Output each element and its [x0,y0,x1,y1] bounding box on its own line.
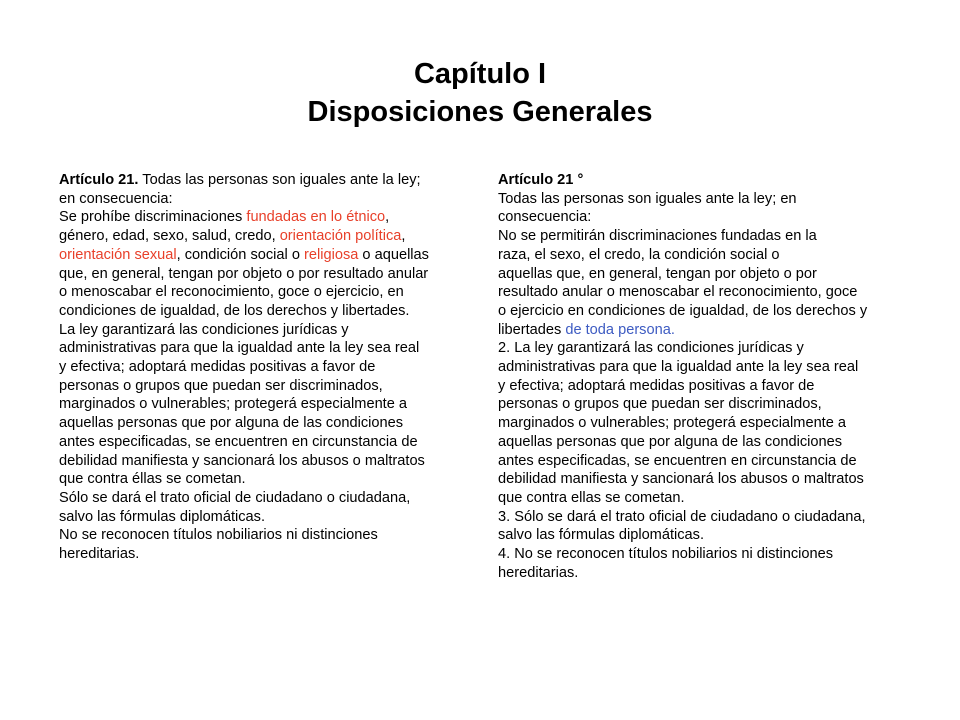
text-segment: aquellas personas que por alguna de las condiciones [59,415,404,432]
text-segment: condiciones de igualdad, de los derechos y libertades. [59,302,410,319]
text-line [59,171,464,190]
text-line [59,489,464,508]
text-segment: , [401,228,406,245]
text-line [498,190,913,209]
text-line [59,208,464,227]
right-column-article [498,171,913,582]
text-line [498,265,913,284]
text-line [59,321,464,340]
highlighted-text: orientación sexual [59,246,177,263]
text-segment: libertades [498,321,566,338]
text-line [498,246,913,265]
text-segment: en consecuencia: [59,190,173,207]
text-segment: género, edad, sexo, salud, credo, [59,228,280,245]
text-segment: que, en general, tengan por objeto o por resultado anular [59,265,429,282]
text-segment: o menoscabar el reconocimiento, goce o ejercicio, en [59,284,404,301]
text-line [498,564,913,583]
text-segment: y efectiva; adoptará medidas positivas a favor de [59,359,376,376]
text-line [59,526,464,545]
text-segment: hereditarias. [59,546,140,563]
text-segment: que contra ellas se cometan. [498,489,685,506]
text-line [59,302,464,321]
text-segment: o ejercicio en condiciones de igualdad, de los derechos y [498,302,868,319]
text-segment: aquellas que, en general, tengan por objeto o por [498,265,817,282]
text-segment: administrativas para que la igualdad ante la ley sea real [59,340,420,357]
text-segment: personas o grupos que puedan ser discriminados, [498,396,822,413]
text-segment: o aquellas [358,246,429,263]
text-line [498,470,913,489]
text-line [59,545,464,564]
text-segment: aquellas personas que por alguna de las condiciones [498,433,843,450]
text-line [498,414,913,433]
text-line [59,433,464,452]
text-line [59,283,464,302]
text-line [498,433,913,452]
text-segment: administrativas para que la igualdad ante la ley sea real [498,359,859,376]
text-line [498,526,913,545]
text-line [59,470,464,489]
text-segment: La ley garantizará las condiciones jurídicas y [59,321,349,338]
text-segment: , condición social o [176,246,305,263]
text-segment: Todas las personas son iguales ante la ley; en [498,190,797,207]
text-segment: personas o grupos que puedan ser discriminados, [59,377,383,394]
text-line [498,377,913,396]
text-line [498,508,913,527]
chapter-heading: Capítulo I [413,58,547,90]
text-line [498,208,913,227]
text-line [59,339,464,358]
highlighted-text: de toda persona. [565,321,675,338]
text-segment: salvo las fórmulas diplomáticas. [498,527,705,544]
page-title [0,55,960,131]
text-line [498,489,913,508]
text-line [498,321,913,340]
text-segment: No se permitirán discriminaciones fundadas en la [498,228,817,245]
text-segment: Todas las personas son iguales ante la ley; [138,172,421,188]
text-segment: marginados o vulnerables; protegerá especialmente a [59,396,408,413]
text-line [59,414,464,433]
text-segment: consecuencia: [498,209,592,226]
text-segment: hereditarias. [498,564,579,581]
text-segment: Sólo se dará el trato oficial de ciudadano o ciudadana, [59,489,411,506]
text-segment: resultado anular o menoscabar el reconocimiento, goce [498,284,858,301]
text-line [498,358,913,377]
text-segment: que contra éllas se cometan. [59,471,246,488]
article-label: Artículo 21. [59,172,139,188]
highlighted-text: religiosa [304,246,359,263]
text-line [498,227,913,246]
article-label: Artículo 21 ° [498,172,584,188]
text-segment: raza, el sexo, el credo, la condición social o [498,246,780,263]
text-segment: salvo las fórmulas diplomáticas. [59,508,266,525]
text-segment: Se prohíbe discriminaciones [59,209,247,226]
text-line [59,508,464,527]
text-line [498,339,913,358]
text-line [498,452,913,471]
text-segment: antes especificadas, se encuentren en circunstancia de [498,452,857,469]
text-segment: debilidad manifiesta y sancionará los abusos o maltratos [59,452,425,469]
highlighted-text: orientación política [279,228,402,245]
text-line [59,190,464,209]
text-line [498,283,913,302]
text-segment: No se reconocen títulos nobiliarios ni distinciones [59,527,378,544]
text-segment: 4. No se reconocen títulos nobiliarios ni distinciones [498,546,834,563]
text-line [59,265,464,284]
text-segment: , [385,209,390,226]
highlighted-text: fundadas en lo étnico [246,209,386,226]
text-line [59,452,464,471]
text-line [498,302,913,321]
text-line [59,246,464,265]
text-line [59,358,464,377]
left-column-article [59,171,464,564]
text-segment: marginados o vulnerables; protegerá especialmente a [498,415,847,432]
text-segment: 2. La ley garantizará las condiciones jurídicas y [498,340,804,357]
text-segment: debilidad manifiesta y sancionará los abusos o maltratos [498,471,864,488]
text-line [498,545,913,564]
text-segment: y efectiva; adoptará medidas positivas a favor de [498,377,815,394]
text-line [59,227,464,246]
chapter-subheading: Disposiciones Generales [307,96,653,128]
text-line [498,395,913,414]
text-segment: 3. Sólo se dará el trato oficial de ciudadano o ciudadana, [498,508,866,525]
text-segment: antes especificadas, se encuentren en circunstancia de [59,433,418,450]
text-line [59,395,464,414]
text-line [59,377,464,396]
